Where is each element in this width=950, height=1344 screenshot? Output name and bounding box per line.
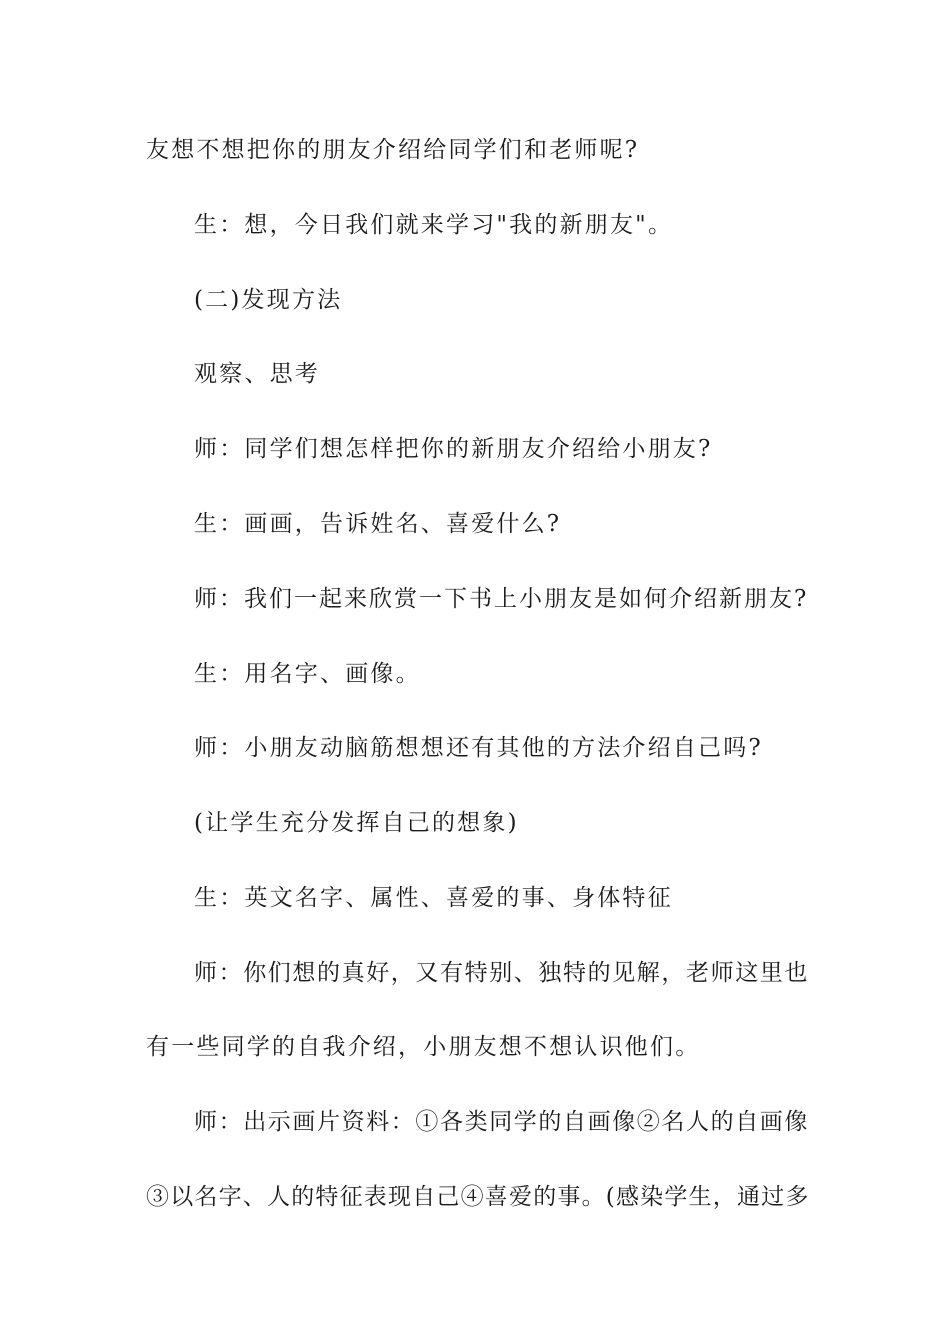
text-line: 观察、思考 xyxy=(194,361,320,387)
text-line: 生：画画，告诉姓名、喜爱什么? xyxy=(194,511,562,537)
text-line: 生：英文名字、属性、喜爱的事、身体特征 xyxy=(194,885,673,911)
text-line: 师：同学们想怎样把你的新朋友介绍给小朋友? xyxy=(194,436,713,462)
text-line: 生：用名字、画像。 xyxy=(194,661,421,687)
text-line: 师：你们想的真好，又有特别、独特的见解，老师这里也 xyxy=(194,960,809,986)
text-line: (让学生充分发挥自己的想象) xyxy=(194,810,519,836)
section-heading: (二)发现方法 xyxy=(194,287,343,313)
text-line: 师：出示画片资料：①各类同学的自画像②名人的自画像 xyxy=(194,1109,809,1135)
text-line: 友想不想把你的朋友介绍给同学们和老师呢? xyxy=(146,137,640,163)
text-line: 师：我们一起来欣赏一下书上小朋友是如何介绍新朋友? xyxy=(194,586,809,612)
text-line: 师：小朋友动脑筋想想还有其他的方法介绍自己吗? xyxy=(194,735,763,761)
text-line: 有一些同学的自我介绍，小朋友想不想认识他们。 xyxy=(146,1034,701,1060)
text-line: ③以名字、人的特征表现自己④喜爱的事。(感染学生，通过多 xyxy=(146,1184,810,1210)
text-line: 生：想，今日我们就来学习"我的新朋友"。 xyxy=(194,212,674,238)
